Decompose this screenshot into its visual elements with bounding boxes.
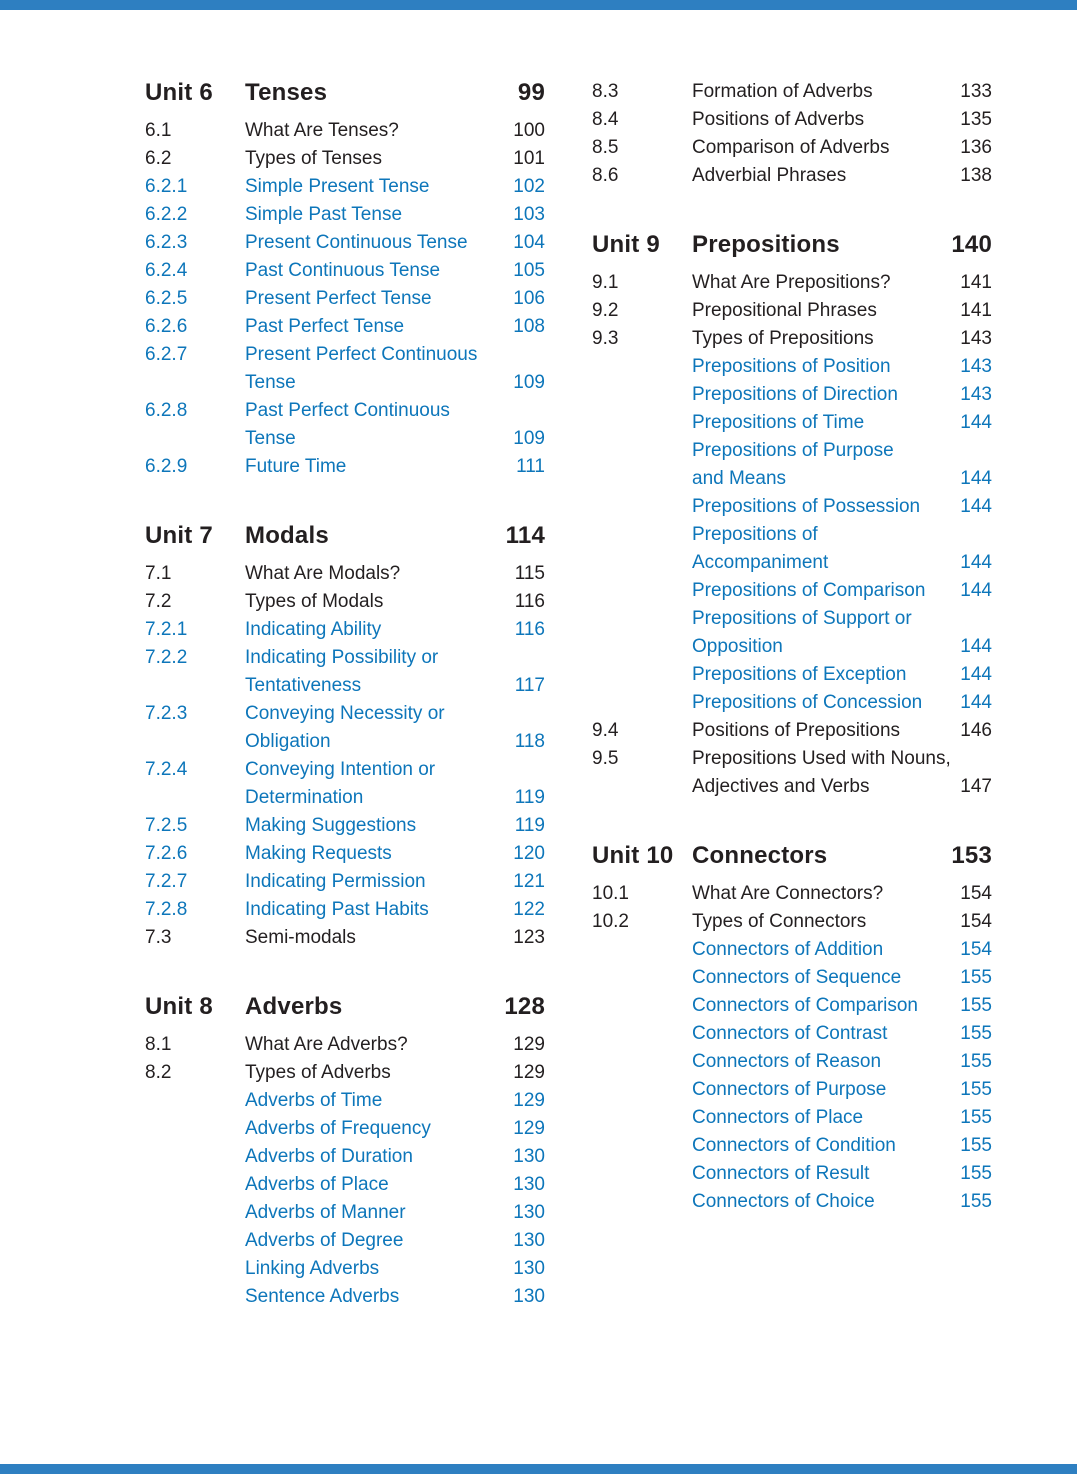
toc-entry[interactable] — [145, 756, 545, 784]
toc-entry-page: 120 — [513, 843, 545, 864]
toc-entry[interactable] — [145, 1227, 545, 1255]
toc-entry-title: Future Time — [245, 456, 347, 477]
toc-entry-page: 116 — [514, 619, 545, 640]
toc-entry-title: Connectors of Result — [692, 1163, 870, 1184]
toc-entry-page: 109 — [513, 428, 545, 449]
toc-entry-title: What Are Prepositions? — [692, 272, 891, 293]
toc-entry[interactable] — [592, 549, 992, 577]
toc-entry[interactable] — [592, 269, 992, 297]
toc-entry-title: Types of Tenses — [245, 148, 382, 169]
toc-entry[interactable] — [592, 1132, 992, 1160]
toc-entry[interactable] — [145, 784, 545, 812]
toc-entry[interactable] — [592, 1048, 992, 1076]
toc-entry-number: 6.2.1 — [145, 176, 188, 197]
unit-heading[interactable] — [145, 78, 545, 108]
toc-entry-page: 130 — [513, 1286, 545, 1307]
toc-entry-title: What Are Connectors? — [692, 883, 884, 904]
toc-entry[interactable] — [592, 1104, 992, 1132]
toc-entry-number: 10.2 — [592, 911, 629, 932]
toc-entry-number: 6.2.9 — [145, 456, 188, 477]
unit-heading[interactable] — [145, 521, 545, 551]
toc-entry-page: 144 — [960, 664, 992, 685]
toc-entry-number: 6.2.3 — [145, 232, 188, 253]
toc-entry-page: 154 — [960, 883, 992, 904]
toc-entry-number: 7.2.5 — [145, 815, 188, 836]
toc-entry-number: 7.3 — [145, 927, 172, 948]
toc-entry-page: 144 — [960, 552, 992, 573]
toc-entry-page: 136 — [960, 137, 992, 158]
toc-entry-page: 129 — [513, 1062, 545, 1083]
toc-entry-title: Simple Present Tense — [245, 176, 430, 197]
toc-entry-page: 144 — [960, 468, 992, 489]
toc-entry-title: Types of Adverbs — [245, 1062, 391, 1083]
toc-entry[interactable] — [592, 437, 992, 465]
toc-entry-title: Simple Past Tense — [245, 204, 403, 225]
toc-entry[interactable] — [592, 353, 992, 381]
toc-entry-title: Connectors of Comparison — [692, 995, 918, 1016]
toc-entry[interactable] — [145, 700, 545, 728]
toc-entry[interactable] — [592, 162, 992, 190]
toc-entry-number: 9.4 — [592, 720, 619, 741]
toc-entry-title: Making Requests — [245, 843, 392, 864]
toc-entry[interactable] — [592, 1020, 992, 1048]
toc-entry[interactable] — [145, 229, 545, 257]
toc-entry-page: 135 — [960, 109, 992, 130]
toc-entry-number: 6.1 — [145, 120, 172, 141]
top-accent-bar — [0, 0, 1077, 10]
toc-entry[interactable] — [145, 560, 545, 588]
toc-entry-page: 122 — [513, 899, 545, 920]
toc-entry-title: Tense — [245, 428, 296, 449]
toc-entry-page: 144 — [960, 580, 992, 601]
toc-entry-page: 130 — [513, 1202, 545, 1223]
toc-entry-page: 118 — [514, 731, 545, 752]
toc-entry[interactable] — [592, 880, 992, 908]
toc-entry[interactable] — [145, 145, 545, 173]
toc-entry-title: Connectors of Contrast — [692, 1023, 888, 1044]
toc-entry-number: 6.2.6 — [145, 316, 188, 337]
toc-entry-number: 6.2.2 — [145, 204, 188, 225]
toc-entry-number: 7.2.2 — [145, 647, 188, 668]
toc-entry[interactable] — [592, 78, 992, 106]
toc-entry-number: 9.5 — [592, 748, 619, 769]
toc-entry-number: 6.2.7 — [145, 344, 188, 365]
toc-entry-title: Adverbs of Time — [245, 1090, 383, 1111]
toc-entry-number: 8.4 — [592, 109, 619, 130]
toc-entry-page: 115 — [514, 563, 545, 584]
toc-entry-number: 7.2 — [145, 591, 172, 612]
toc-entry-page: 100 — [513, 120, 545, 141]
toc-entry[interactable] — [592, 605, 992, 633]
toc-entry-page: 104 — [513, 232, 545, 253]
toc-entry[interactable] — [145, 117, 545, 145]
toc-entry-number: 8.3 — [592, 81, 619, 102]
toc-entry-page: 143 — [960, 328, 992, 349]
toc-entry-number: 8.5 — [592, 137, 619, 158]
toc-entry-page: 155 — [960, 1191, 992, 1212]
toc-entry-page: 141 — [960, 272, 992, 293]
toc-entry[interactable] — [145, 369, 545, 397]
toc-entry-number: 7.2.8 — [145, 899, 188, 920]
toc-entry[interactable] — [592, 325, 992, 353]
toc-entry-title: Indicating Possibility or — [245, 647, 439, 668]
toc-entry[interactable] — [145, 257, 545, 285]
toc-entry[interactable] — [145, 341, 545, 369]
toc-entry-number: 8.6 — [592, 165, 619, 186]
toc-entry-title: Conveying Intention or — [245, 759, 436, 780]
toc-entry-title: Formation of Adverbs — [692, 81, 873, 102]
toc-entry-title: Prepositions of Direction — [692, 384, 898, 405]
unit-heading-page: 153 — [951, 842, 992, 869]
toc-entry-number: 6.2.8 — [145, 400, 188, 421]
toc-entry-page: 106 — [513, 288, 545, 309]
toc-entry-number: 7.2.6 — [145, 843, 188, 864]
toc-entry[interactable] — [592, 521, 992, 549]
toc-entry-page: 103 — [513, 204, 545, 225]
toc-entry-title: Positions of Prepositions — [692, 720, 901, 741]
toc-entry-title: Accompaniment — [692, 552, 829, 573]
toc-entry-title: Present Continuous Tense — [245, 232, 468, 253]
unit-heading-page: 140 — [951, 231, 992, 258]
toc-entry-title: Connectors of Condition — [692, 1135, 896, 1156]
toc-entry-page: 144 — [960, 496, 992, 517]
toc-entry-title: Prepositions of Possession — [692, 496, 921, 517]
toc-entry-page: 105 — [513, 260, 545, 281]
unit-heading-title: Adverbs — [245, 993, 343, 1020]
toc-entry-page: 155 — [960, 995, 992, 1016]
toc-entry-page: 130 — [513, 1146, 545, 1167]
toc-entry-title: Past Continuous Tense — [245, 260, 441, 281]
toc-entry-title: What Are Tenses? — [245, 120, 399, 141]
toc-entry-page: 143 — [960, 356, 992, 377]
toc-entry-number: 8.1 — [145, 1034, 172, 1055]
toc-entry-title: Conveying Necessity or — [245, 703, 445, 724]
toc-entry-title: Positions of Adverbs — [692, 109, 865, 130]
toc-entry-title: Prepositions of Support or — [692, 608, 912, 629]
toc-entry-page: 155 — [960, 1107, 992, 1128]
unit-heading[interactable] — [145, 992, 545, 1022]
toc-entry-page: 155 — [960, 1135, 992, 1156]
toc-entry-page: 129 — [513, 1034, 545, 1055]
toc-entry-page: 119 — [514, 815, 545, 836]
unit-heading-label: Unit 9 — [592, 231, 660, 258]
toc-entry[interactable] — [145, 728, 545, 756]
toc-entry[interactable] — [145, 644, 545, 672]
toc-entry[interactable] — [145, 868, 545, 896]
toc-entry-title: Prepositional Phrases — [692, 300, 877, 321]
toc-entry-title: Past Perfect Continuous — [245, 400, 450, 421]
toc-entry[interactable] — [145, 924, 545, 952]
toc-entry-title: Linking Adverbs — [245, 1258, 380, 1279]
toc-entry-title: Comparison of Adverbs — [692, 137, 890, 158]
toc-entry-page: 143 — [960, 384, 992, 405]
toc-entry[interactable] — [145, 1283, 545, 1311]
toc-entry-title: Tense — [245, 372, 296, 393]
toc-entry-number: 8.2 — [145, 1062, 172, 1083]
toc-entry-title: Indicating Permission — [245, 871, 426, 892]
toc-entry[interactable] — [145, 812, 545, 840]
toc-entry-page: 147 — [960, 776, 992, 797]
toc-entry-page: 141 — [960, 300, 992, 321]
toc-entry[interactable] — [592, 745, 992, 773]
bottom-accent-bar — [0, 1464, 1077, 1474]
toc-entry-title: Adverbs of Manner — [245, 1202, 406, 1223]
toc-entry-page: 117 — [514, 675, 545, 696]
toc-entry-title: Connectors of Place — [692, 1107, 864, 1128]
toc-entry-number: 6.2.4 — [145, 260, 188, 281]
toc-entry-title: Connectors of Reason — [692, 1051, 882, 1072]
toc-entry-page: 123 — [513, 927, 545, 948]
toc-entry-page: 144 — [960, 636, 992, 657]
toc-column-right — [592, 78, 992, 1216]
toc-entry-title: Prepositions of Purpose — [692, 440, 894, 461]
toc-entry[interactable] — [145, 672, 545, 700]
toc-entry-title: What Are Adverbs? — [245, 1034, 408, 1055]
toc-entry[interactable] — [592, 908, 992, 936]
toc-entry-title: Adverbs of Degree — [245, 1230, 404, 1251]
toc-entry[interactable] — [145, 313, 545, 341]
toc-entry[interactable] — [592, 936, 992, 964]
toc-entry-title: Prepositions of Position — [692, 356, 891, 377]
toc-entry[interactable] — [145, 840, 545, 868]
toc-entry-page: 130 — [513, 1230, 545, 1251]
toc-entry[interactable] — [145, 1199, 545, 1227]
toc-entry-page: 155 — [960, 1163, 992, 1184]
toc-entry-number: 7.2.3 — [145, 703, 188, 724]
toc-entry-number: 6.2.5 — [145, 288, 188, 309]
toc-entry[interactable] — [145, 173, 545, 201]
toc-entry[interactable] — [592, 661, 992, 689]
unit-heading-page: 99 — [517, 79, 545, 106]
toc-entry-title: Present Perfect Tense — [245, 288, 432, 309]
toc-entry-page: 130 — [513, 1174, 545, 1195]
toc-entry[interactable] — [592, 465, 992, 493]
toc-entry-page: 119 — [514, 787, 545, 808]
toc-entry-title: Types of Prepositions — [692, 328, 874, 349]
toc-entry-page: 109 — [513, 372, 545, 393]
toc-entry-page: 144 — [960, 692, 992, 713]
toc-entry[interactable] — [145, 1087, 545, 1115]
toc-entry[interactable] — [592, 1076, 992, 1104]
toc-entry-page: 144 — [960, 412, 992, 433]
toc-entry[interactable] — [592, 297, 992, 325]
toc-entry-number: 9.1 — [592, 272, 619, 293]
toc-entry[interactable] — [145, 1143, 545, 1171]
unit-heading[interactable] — [592, 230, 992, 260]
toc-entry-title: Prepositions of Concession — [692, 692, 923, 713]
toc-entry[interactable] — [145, 1059, 545, 1087]
toc-entry[interactable] — [592, 381, 992, 409]
toc-entry-page: 146 — [960, 720, 992, 741]
toc-entry-title: Types of Connectors — [692, 911, 867, 932]
toc-entry-title: Types of Modals — [245, 591, 384, 612]
toc-entry[interactable] — [592, 717, 992, 745]
toc-entry[interactable] — [145, 1171, 545, 1199]
toc-entry-number: 7.2.1 — [145, 619, 188, 640]
toc-entry-title: Opposition — [692, 636, 783, 657]
toc-entry-page: 102 — [513, 176, 545, 197]
unit-heading-title: Prepositions — [692, 231, 840, 258]
toc-column-left — [145, 78, 545, 1311]
unit-heading-label: Unit 7 — [145, 522, 213, 549]
toc-entry[interactable] — [592, 773, 992, 801]
toc-entry[interactable] — [145, 425, 545, 453]
toc-entry-page: 155 — [960, 1079, 992, 1100]
toc-entry-title: Connectors of Sequence — [692, 967, 902, 988]
toc-entry-title: Prepositions Used with Nouns, — [692, 748, 951, 769]
toc-entry[interactable] — [592, 577, 992, 605]
toc-entry-title: Connectors of Addition — [692, 939, 884, 960]
toc-entry[interactable] — [592, 964, 992, 992]
toc-entry-title: Connectors of Purpose — [692, 1079, 887, 1100]
toc-entry-title: What Are Modals? — [245, 563, 401, 584]
toc-entry[interactable] — [592, 633, 992, 661]
toc-entry[interactable] — [592, 409, 992, 437]
toc-entry[interactable] — [145, 896, 545, 924]
toc-entry-number: 10.1 — [592, 883, 629, 904]
toc-entry-title: Prepositions of — [692, 524, 818, 545]
unit-heading-label: Unit 8 — [145, 993, 213, 1020]
unit-heading[interactable] — [592, 841, 992, 871]
toc-entry[interactable] — [145, 1031, 545, 1059]
toc-entry-title: Determination — [245, 787, 364, 808]
toc-entry[interactable] — [592, 1188, 992, 1216]
toc-entry-title: Connectors of Choice — [692, 1191, 875, 1212]
toc-entry-title: Sentence Adverbs — [245, 1286, 400, 1307]
toc-entry-title: Indicating Ability — [245, 619, 382, 640]
toc-entry-title: Present Perfect Continuous — [245, 344, 478, 365]
toc-entry-number: 7.1 — [145, 563, 172, 584]
toc-entry-title: Prepositions of Time — [692, 412, 865, 433]
unit-heading-page: 128 — [504, 993, 545, 1020]
unit-heading-label: Unit 6 — [145, 79, 213, 106]
toc-entry-number: 6.2 — [145, 148, 172, 169]
toc-entry-title: and Means — [692, 468, 787, 489]
toc-entry[interactable] — [145, 397, 545, 425]
toc-entry-page: 155 — [960, 967, 992, 988]
toc-entry-page: 129 — [513, 1090, 545, 1111]
toc-entry-title: Obligation — [245, 731, 331, 752]
toc-entry-page: 130 — [513, 1258, 545, 1279]
toc-entry[interactable] — [145, 201, 545, 229]
toc-entry-title: Adjectives and Verbs — [692, 776, 870, 797]
toc-entry-title: Adverbs of Duration — [245, 1146, 413, 1167]
toc-entry[interactable] — [592, 689, 992, 717]
toc-entry-title: Past Perfect Tense — [245, 316, 405, 337]
toc-entry-title: Adverbial Phrases — [692, 165, 847, 186]
toc-entry-page: 155 — [960, 1023, 992, 1044]
toc-entry-page: 101 — [513, 148, 545, 169]
toc-entry[interactable] — [145, 453, 545, 481]
toc-entry[interactable] — [145, 616, 545, 644]
toc-entry-title: Prepositions of Exception — [692, 664, 907, 685]
toc-entry-number: 7.2.4 — [145, 759, 188, 780]
toc-entry-number: 9.3 — [592, 328, 619, 349]
toc-entry-title: Semi-modals — [245, 927, 356, 948]
toc-entry-number: 7.2.7 — [145, 871, 188, 892]
toc-entry-page: 133 — [960, 81, 992, 102]
toc-entry-title: Tentativeness — [245, 675, 362, 696]
toc-entry-page: 154 — [960, 939, 992, 960]
toc-entry-page: 121 — [513, 871, 545, 892]
toc-entry[interactable] — [145, 1255, 545, 1283]
toc-entry-page: 108 — [513, 316, 545, 337]
unit-heading-label: Unit 10 — [592, 842, 674, 869]
toc-entry-title: Prepositions of Comparison — [692, 580, 926, 601]
toc-entry-number: 9.2 — [592, 300, 619, 321]
unit-heading-title: Tenses — [245, 79, 328, 106]
toc-entry-page: 116 — [514, 591, 545, 612]
toc-entry-title: Indicating Past Habits — [245, 899, 429, 920]
unit-heading-page: 114 — [505, 522, 545, 549]
toc-entry[interactable] — [592, 493, 992, 521]
toc-entry-title: Making Suggestions — [245, 815, 417, 836]
toc-entry[interactable] — [592, 992, 992, 1020]
toc-entry-page: 111 — [516, 456, 545, 477]
toc-entry[interactable] — [592, 1160, 992, 1188]
toc-entry-page: 154 — [960, 911, 992, 932]
toc-entry-title: Adverbs of Frequency — [245, 1118, 431, 1139]
toc-entry-page: 138 — [960, 165, 992, 186]
toc-entry-page: 155 — [960, 1051, 992, 1072]
toc-entry[interactable] — [592, 134, 992, 162]
toc-entry[interactable] — [145, 1115, 545, 1143]
toc-entry[interactable] — [145, 285, 545, 313]
toc-entry-title: Adverbs of Place — [245, 1174, 389, 1195]
toc-entry-page: 129 — [513, 1118, 545, 1139]
toc-entry[interactable] — [592, 106, 992, 134]
unit-heading-title: Modals — [245, 522, 329, 549]
unit-heading-title: Connectors — [692, 842, 828, 869]
toc-entry[interactable] — [145, 588, 545, 616]
